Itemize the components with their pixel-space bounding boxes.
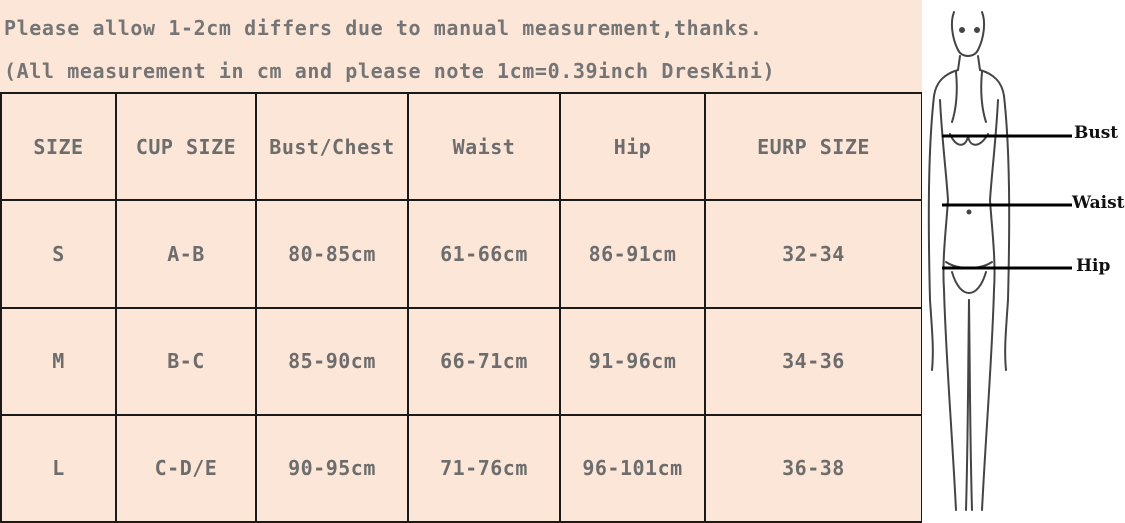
cell-eurp-size: 36-38 [705,415,922,522]
cell-bust: 85-90cm [256,308,408,415]
unit-conversion-note: (All measurement in cm and please note 1cm=0.39inch DresKini) [4,59,776,83]
cell-bust: 90-95cm [256,415,408,522]
size-table [0,92,923,523]
cell-cup-size: B-C [116,308,256,415]
table-row [1,200,922,307]
cell-size: M [1,308,116,415]
header-waist: Waist [408,93,560,200]
header-eurp-size: EURP SIZE [705,93,922,200]
waist-label: Waist [1072,193,1125,213]
table-row [1,415,922,522]
cell-cup-size: C-D/E [116,415,256,522]
cell-hip: 91-96cm [560,308,705,415]
cell-hip: 96-101cm [560,415,705,522]
header-bust-chest: Bust/Chest [256,93,408,200]
bust-label: Bust [1074,123,1119,143]
header-size: SIZE [1,93,116,200]
cell-eurp-size: 32-34 [705,200,922,307]
cell-waist: 66-71cm [408,308,560,415]
header-hip: Hip [560,93,705,200]
header-cup-size: CUP SIZE [116,93,256,200]
cell-waist: 61-66cm [408,200,560,307]
cell-eurp-size: 34-36 [705,308,922,415]
cell-hip: 86-91cm [560,200,705,307]
cell-bust: 80-85cm [256,200,408,307]
manual-measurement-note: Please allow 1-2cm differs due to manual measurement,thanks. [4,16,763,40]
cell-size: L [1,415,116,522]
table-header-row [1,93,922,200]
body-measurement-figure [922,0,1125,523]
table-row [1,308,922,415]
cell-size: S [1,200,116,307]
cell-cup-size: A-B [116,200,256,307]
hip-label: Hip [1076,256,1111,276]
cell-waist: 71-76cm [408,415,560,522]
